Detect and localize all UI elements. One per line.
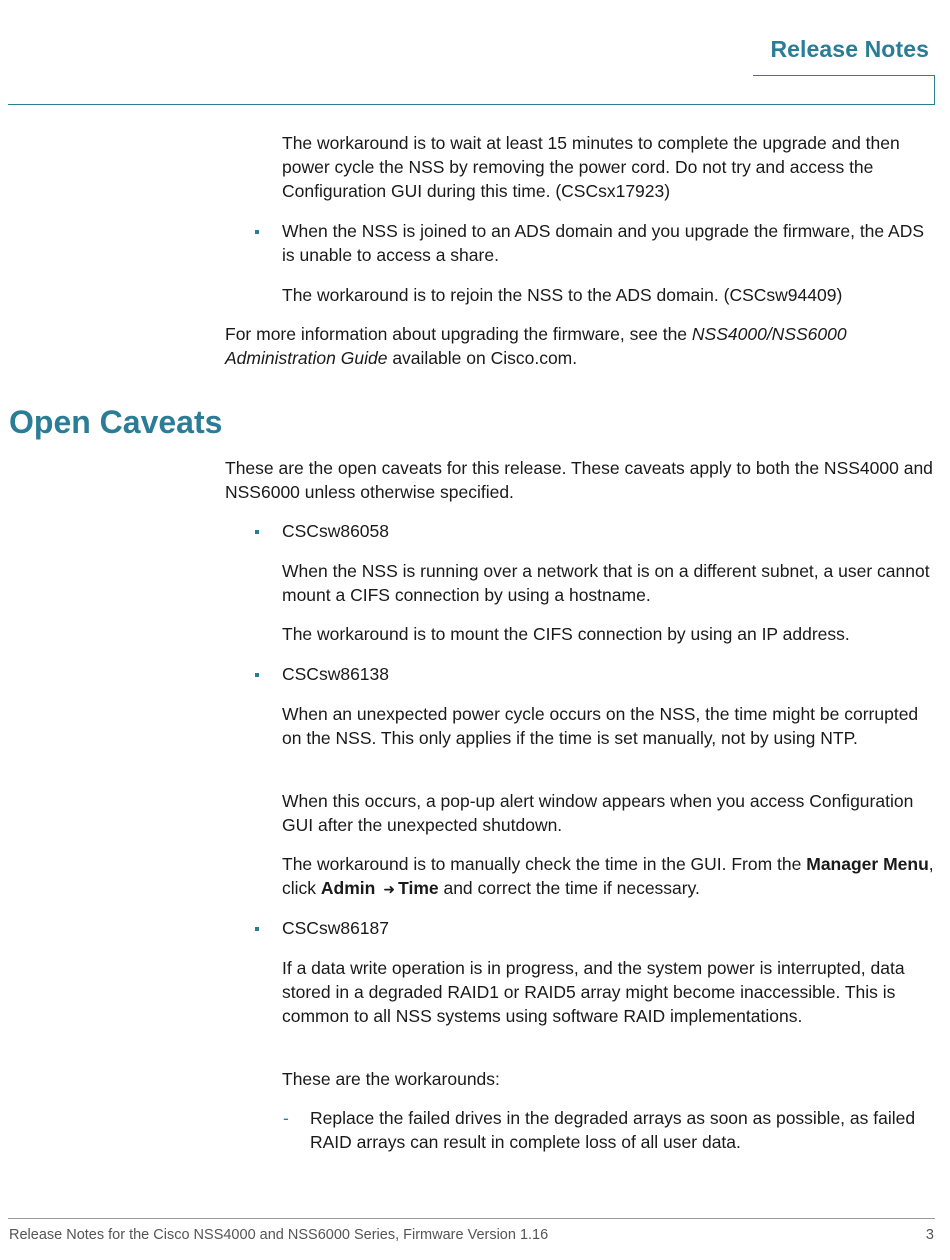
admin-label: Admin bbox=[320, 878, 376, 898]
more-info-pre: For more information about upgrading the firmware, see the bbox=[225, 324, 692, 344]
header-rule bbox=[8, 104, 935, 105]
footer-document-title: Release Notes for the Cisco NSS4000 and NSS6000 Series, Firmware Version 1.16 bbox=[9, 1227, 549, 1243]
caveat-workarounds-intro: These are the workarounds: bbox=[282, 1069, 500, 1089]
workaround-post: and correct the time if necessary. bbox=[438, 878, 700, 898]
caveat-id: CSCsw86187 bbox=[282, 918, 389, 938]
bullet-icon bbox=[255, 927, 259, 931]
bullet-icon bbox=[255, 530, 259, 534]
time-label: Time bbox=[398, 878, 439, 898]
bullet-icon bbox=[255, 230, 259, 234]
caveat-id: CSCsw86138 bbox=[282, 664, 389, 684]
caveat-description: When this occurs, a pop-up alert window appears when you access Configuration GUI after the unexpected shutdown. bbox=[282, 791, 914, 835]
section-title: Open Caveats bbox=[9, 404, 223, 440]
caveat-description: When an unexpected power cycle occurs on the NSS, the time might be corrupted on the NSS. This only applies if the time is set manually, not by using NTP. bbox=[282, 704, 919, 748]
more-info-post: available on Cisco.com. bbox=[387, 348, 578, 368]
footer-rule bbox=[8, 1218, 935, 1219]
workaround-item: Replace the failed drives in the degraded arrays as soon as possible, as failed RAID arrays can result in complete loss of all user data. bbox=[310, 1108, 916, 1152]
workaround-pre: The workaround is to manually check the time in the GUI. From the bbox=[282, 854, 807, 874]
header-title: Release Notes bbox=[770, 36, 929, 62]
ads-workaround-paragraph: The workaround is to rejoin the NSS to the ADS domain. (CSCsw94409) bbox=[282, 285, 843, 305]
upgrade-workaround-paragraph: The workaround is to wait at least 15 minutes to complete the upgrade and then power cycle the NSS by removing the power cord. Do not try and access the Configuration GUI during this time. (CSCsx17923) bbox=[282, 133, 900, 201]
dash-bullet-icon: - bbox=[283, 1108, 289, 1128]
header-decoration bbox=[753, 75, 935, 105]
ads-bullet-text: When the NSS is joined to an ADS domain and you upgrade the firmware, the ADS is unable to access a share. bbox=[282, 221, 925, 265]
more-info-paragraph bbox=[225, 322, 937, 370]
workaround-mid: , click bbox=[282, 854, 934, 898]
section-intro: These are the open caveats for this release. These caveats apply to both the NSS4000 and NSS6000 unless otherwise specified. bbox=[225, 458, 933, 502]
bullet-icon bbox=[255, 673, 259, 677]
manager-menu-label: Manager Menu bbox=[806, 854, 929, 874]
page-number: 3 bbox=[925, 1227, 934, 1243]
caveat-workaround: The workaround is to mount the CIFS connection by using an IP address. bbox=[282, 624, 850, 644]
caveat-id: CSCsw86058 bbox=[282, 521, 389, 541]
caveat-description: When the NSS is running over a network that is on a different subnet, a user cannot mount a CIFS connection by using a hostname. bbox=[282, 561, 930, 605]
admin-guide-title: NSS4000/NSS6000 Administration Guide bbox=[225, 324, 847, 368]
arrow-right-icon: ➜ bbox=[383, 881, 396, 897]
caveat-description: If a data write operation is in progress, and the system power is interrupted, data stored in a degraded RAID1 or RAID5 array might become inaccessible. This is common to all NSS systems using software RAID implementations. bbox=[282, 958, 905, 1026]
caveat-workaround bbox=[282, 852, 937, 901]
